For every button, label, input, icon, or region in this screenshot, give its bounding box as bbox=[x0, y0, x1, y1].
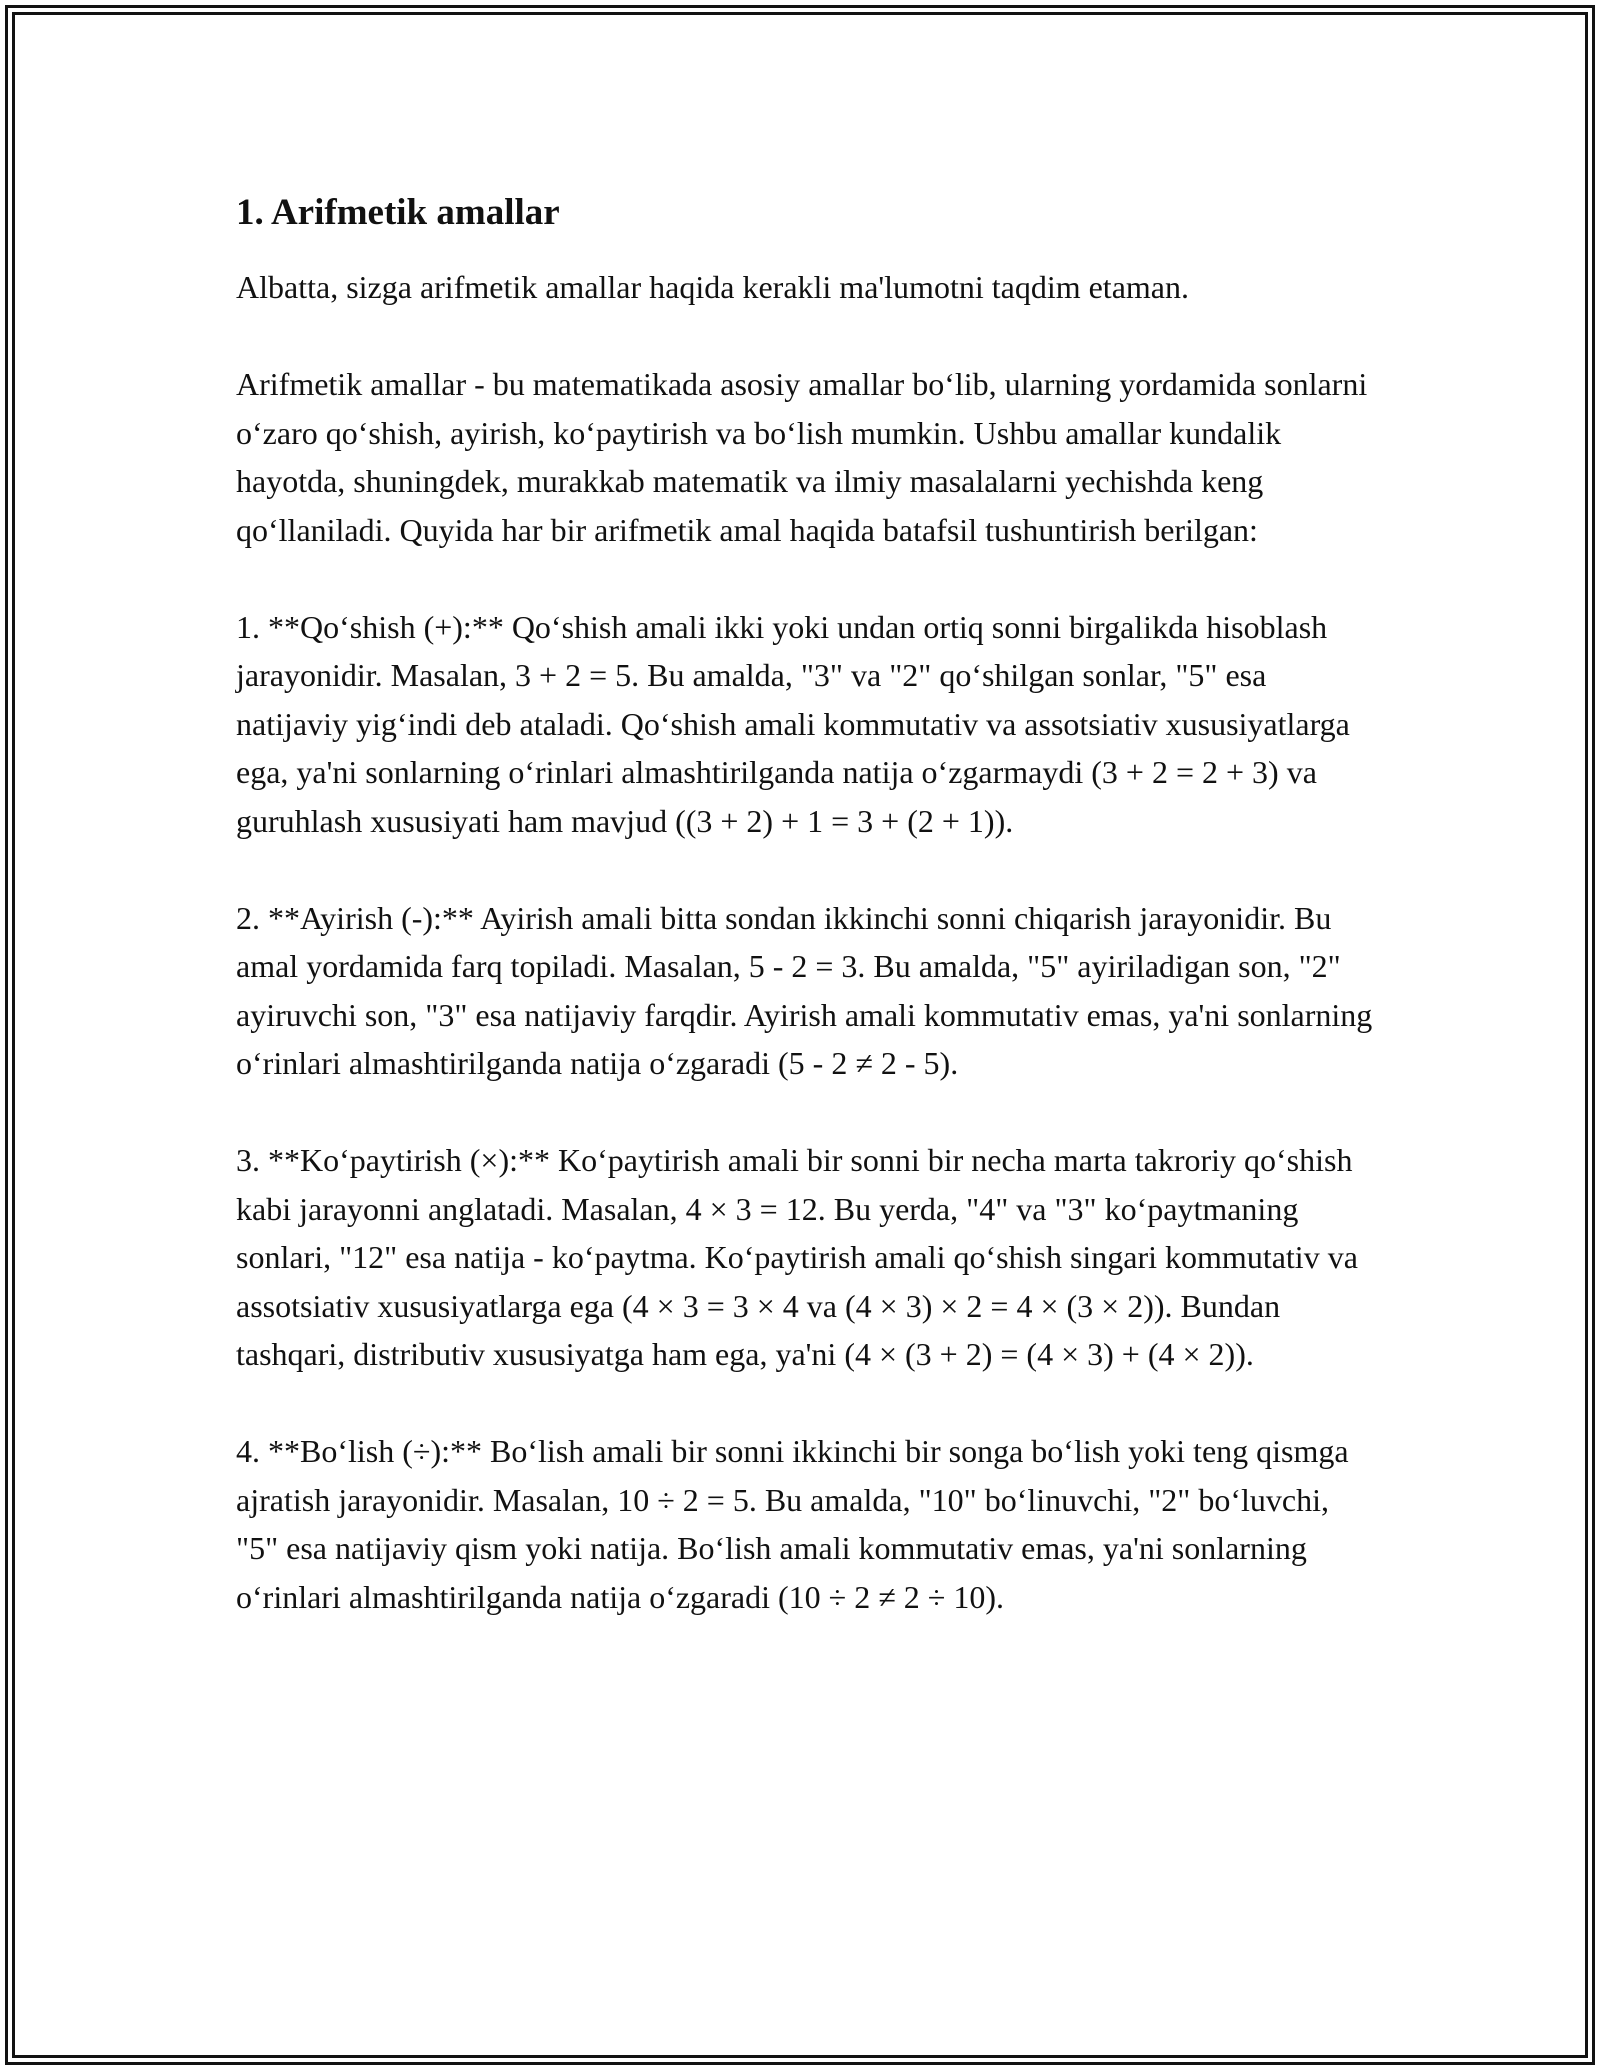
multiplication-paragraph: 3. **Ko‘paytirish (×):** Ko‘paytirish amali bir sonni bir necha marta takroriy qo‘shish kabi jarayonni anglatadi. Masalan, 4 × 3 = 12. Bu yerda, "4" va "3" ko‘paytmaning sonlari, "12" esa natija - ko‘paytma. Ko‘paytirish amali qo‘shish singari kommutativ va assotsiativ xususiyatlarga ega (4 × 3 = 3 × 4 va (4 × 3) × 2 = 4 × (3 × 2)). Bundan tashqari, distributiv xususiyatga ham ega, ya'ni (4 × (3 + 2) = (4 × 3) + (4 × 2)). bbox=[236, 1142, 1358, 1372]
subtraction-paragraph: 2. **Ayirish (-):** Ayirish amali bitta sondan ikkinchi sonni chiqarish jarayonidir. Bu amal yordamida farq topiladi. Masalan, 5 - 2 = 3. Bu amalda, "5" ayiriladigan son, "2" ayiruvchi son, "3" esa natijaviy farqdir. Ayirish amali kommutativ emas, ya'ni sonlarning o‘rinlari almashtirilganda natija o‘zgaradi (5 - 2 ≠ 2 - 5). bbox=[236, 899, 1373, 1081]
document-body bbox=[236, 185, 1376, 1621]
addition-paragraph: 1. **Qo‘shish (+):** Qo‘shish amali ikki yoki undan ortiq sonni birgalikda hisoblash jarayonidir. Masalan, 3 + 2 = 5. Bu amalda, "3" va "2" qo‘shilgan sonlar, "5" esa natijaviy yig‘indi deb ataladi. Qo‘shish amali kommutativ va assotsiativ xususiyatlarga ega, ya'ni sonlarning o‘rinlari almashtirilganda natija o‘zgarmaydi (3 + 2 = 2 + 3) va guruhlash xususiyati ham mavjud ((3 + 2) + 1 = 3 + (2 + 1)). bbox=[236, 608, 1350, 839]
page-title: 1. Arifmetik amallar bbox=[236, 192, 560, 233]
overview-paragraph: Arifmetik amallar - bu matematikada asosiy amallar bo‘lib, ularning yordamida sonlarni o‘zaro qo‘shish, ayirish, ko‘paytirish va bo‘lish mumkin. Ushbu amallar kundalik hayotda, shuningdek, murakkab matematik va ilmiy masalalarni yechishda keng qo‘llaniladi. Quyida har bir arifmetik amal haqida batafsil tushuntirish berilgan: bbox=[236, 366, 1368, 548]
intro-paragraph: Albatta, sizga arifmetik amallar haqida kerakli ma'lumotni taqdim etaman. bbox=[236, 269, 1189, 305]
division-paragraph: 4. **Bo‘lish (÷):** Bo‘lish amali bir sonni ikkinchi bir songa bo‘lish yoki teng qismga ajratish jarayonidir. Masalan, 10 ÷ 2 = 5. Bu amalda, "10" bo‘linuvchi, "2" bo‘luvchi, "5" esa natijaviy qism yoki natija. Bo‘lish amali kommutativ emas, ya'ni sonlarning o‘rinlari almashtirilganda natija o‘zgaradi (10 ÷ 2 ≠ 2 ÷ 10). bbox=[236, 1433, 1349, 1615]
